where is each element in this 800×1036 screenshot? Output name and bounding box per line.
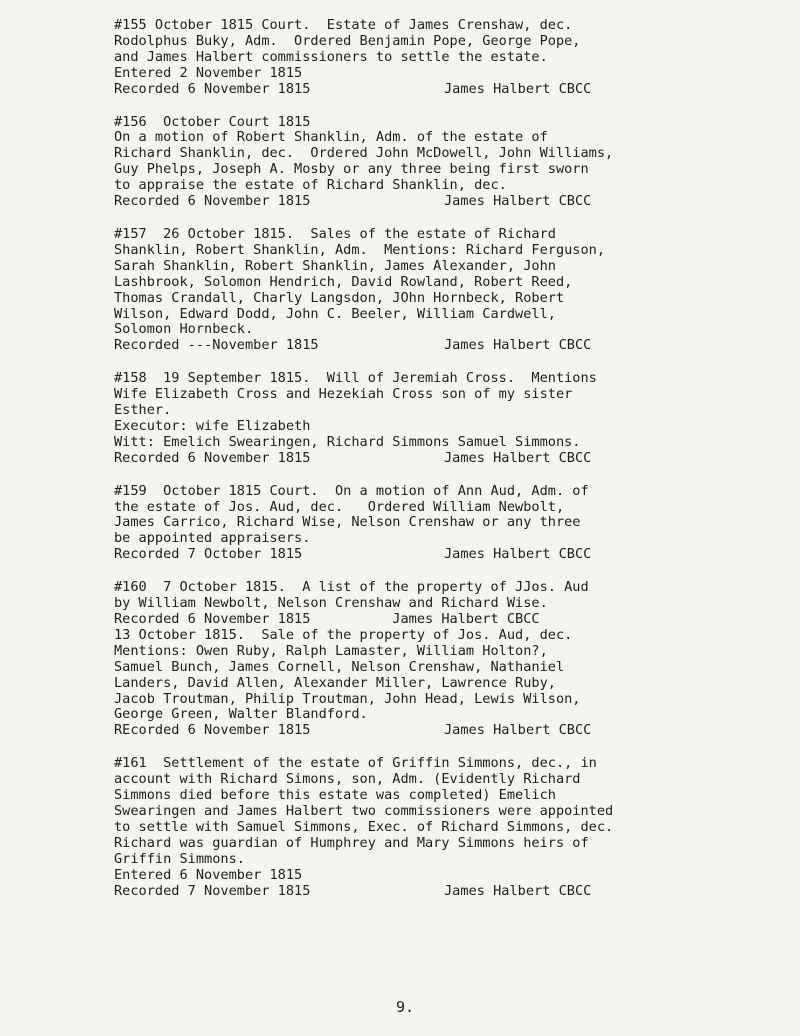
entry-line: Entered 2 November 1815 (114, 64, 303, 81)
entry-line: Witt: Emelich Swearingen, Richard Simmons Samuel Simmons. (114, 433, 581, 450)
clerk-signature: James Halbert CBCC (444, 337, 592, 354)
entry-line: #161 Settlement of the estate of Griffin Simmons, dec., in (114, 755, 597, 772)
entry-line: Jacob Troutman, Philip Troutman, John Head, Lewis Wilson, (114, 690, 581, 707)
recorded-line (114, 884, 744, 900)
entry-line: Guy Phelps, Joseph A. Mosby or any three being first sworn (114, 161, 589, 178)
clerk-signature: James Halbert CBCC (444, 449, 592, 466)
recorded-date: Recorded 6 November 1815 (114, 449, 311, 466)
recorded-date: Recorded 7 October 1815 (114, 546, 303, 563)
entry-line: #155 October 1815 Court. Estate of James Crenshaw, dec. (114, 17, 573, 33)
recorded-line (114, 547, 744, 563)
page-number: 9. (396, 998, 415, 1016)
entry-line: #158 19 September 1815. Will of Jeremiah Cross. Mentions (114, 370, 597, 387)
recorded-date: Recorded 7 November 1815 (114, 882, 311, 899)
entry-line: and James Halbert commissioners to settle the estate. (114, 48, 548, 65)
entry-line: Samuel Bunch, James Cornell, Nelson Crenshaw, Nathaniel (114, 658, 565, 675)
entry-line: #157 26 October 1815. Sales of the estate of Richard (114, 225, 556, 242)
entry-line: Richard was guardian of Humphrey and Mary Simmons heirs of (114, 834, 589, 851)
entry-line: George Green, Walter Blandford. (114, 706, 368, 723)
entry-line: Wilson, Edward Dodd, John C. Beeler, William Cardwell, (114, 305, 556, 322)
entry-line: Shanklin, Robert Shanklin, Adm. Mentions: Richard Ferguson, (114, 241, 606, 258)
record-entry (114, 115, 744, 210)
entry-line: Sarah Shanklin, Robert Shanklin, James Alexander, John (114, 257, 556, 274)
entry-line: Griffin Simmons. (114, 850, 245, 867)
recorded-line (114, 194, 744, 210)
entry-line: be appointed appraisers. (114, 530, 311, 547)
entry-line: the estate of Jos. Aud, dec. Ordered William Newbolt, (114, 498, 565, 515)
recorded-line (114, 338, 744, 354)
clerk-signature: James Halbert CBCC (444, 722, 592, 739)
recorded-line (114, 451, 744, 467)
entry-line: Swearingen and James Halbert two commissioners were appointed (114, 802, 614, 819)
recorded-date: Recorded ---November 1815 (114, 337, 319, 354)
entry-line: Lashbrook, Solomon Hendrich, David Rowland, Robert Reed, (114, 273, 573, 290)
entry-line: Simmons died before this estate was completed) Emelich (114, 787, 556, 804)
entry-line: Thomas Crandall, Charly Langsdon, JOhn Hornbeck, Robert (114, 289, 565, 306)
entry-line: by William Newbolt, Nelson Crenshaw and Richard Wise. (114, 595, 548, 612)
entry-line: #159 October 1815 Court. On a motion of Ann Aud, Adm. of (114, 482, 589, 499)
recorded-line (114, 82, 744, 98)
record-entry (114, 371, 744, 466)
clerk-signature: James Halbert CBCC (444, 193, 592, 210)
entry-line: #160 7 October 1815. A list of the property of JJos. Aud (114, 579, 589, 596)
clerk-signature: James Halbert CBCC (444, 80, 592, 97)
entry-line: Richard Shanklin, dec. Ordered John McDowell, John Williams, (114, 145, 614, 162)
entry-line: Landers, David Allen, Alexander Miller, Lawrence Ruby, (114, 674, 556, 691)
entry-line: account with Richard Simons, son, Adm. (Evidently Richard (114, 771, 581, 788)
recorded-date: REcorded 6 November 1815 (114, 722, 311, 739)
entry-line: Solomon Hornbeck. (114, 321, 254, 338)
clerk-signature: James Halbert CBCC (444, 546, 592, 563)
record-entry (114, 227, 744, 354)
entry-line: James Carrico, Richard Wise, Nelson Crenshaw or any three (114, 514, 581, 531)
recorded-date: Recorded 6 November 1815 (114, 193, 311, 210)
entry-line: On a motion of Robert Shanklin, Adm. of the estate of (114, 129, 548, 146)
record-entry (114, 18, 744, 98)
record-entry (114, 484, 744, 564)
entry-line: Executor: wife Elizabeth (114, 417, 311, 434)
entry-line: Mentions: Owen Ruby, Ralph Lamaster, William Holton?, (114, 642, 548, 659)
entries-container (114, 18, 744, 916)
entry-line: 13 October 1815. Sale of the property of Jos. Aud, dec. (114, 626, 573, 643)
entry-line: #156 October Court 1815 (114, 113, 311, 130)
entry-line: Entered 6 November 1815 (114, 866, 303, 883)
recorded-line (114, 723, 744, 739)
clerk-signature: James Halbert CBCC (444, 882, 592, 899)
entry-line: Rodolphus Buky, Adm. Ordered Benjamin Pope, George Pope, (114, 32, 581, 49)
entry-line: Esther. (114, 402, 172, 419)
record-entry (114, 756, 744, 899)
record-entry (114, 580, 744, 739)
entry-line: to appraise the estate of Richard Shanklin, dec. (114, 177, 507, 194)
entry-line: Wife Elizabeth Cross and Hezekiah Cross son of my sister (114, 386, 573, 403)
entry-line: to settle with Samuel Simmons, Exec. of Richard Simmons, dec. (114, 818, 614, 835)
entry-line: Recorded 6 November 1815 James Halbert CBCC (114, 611, 540, 627)
recorded-date: Recorded 6 November 1815 (114, 80, 311, 97)
